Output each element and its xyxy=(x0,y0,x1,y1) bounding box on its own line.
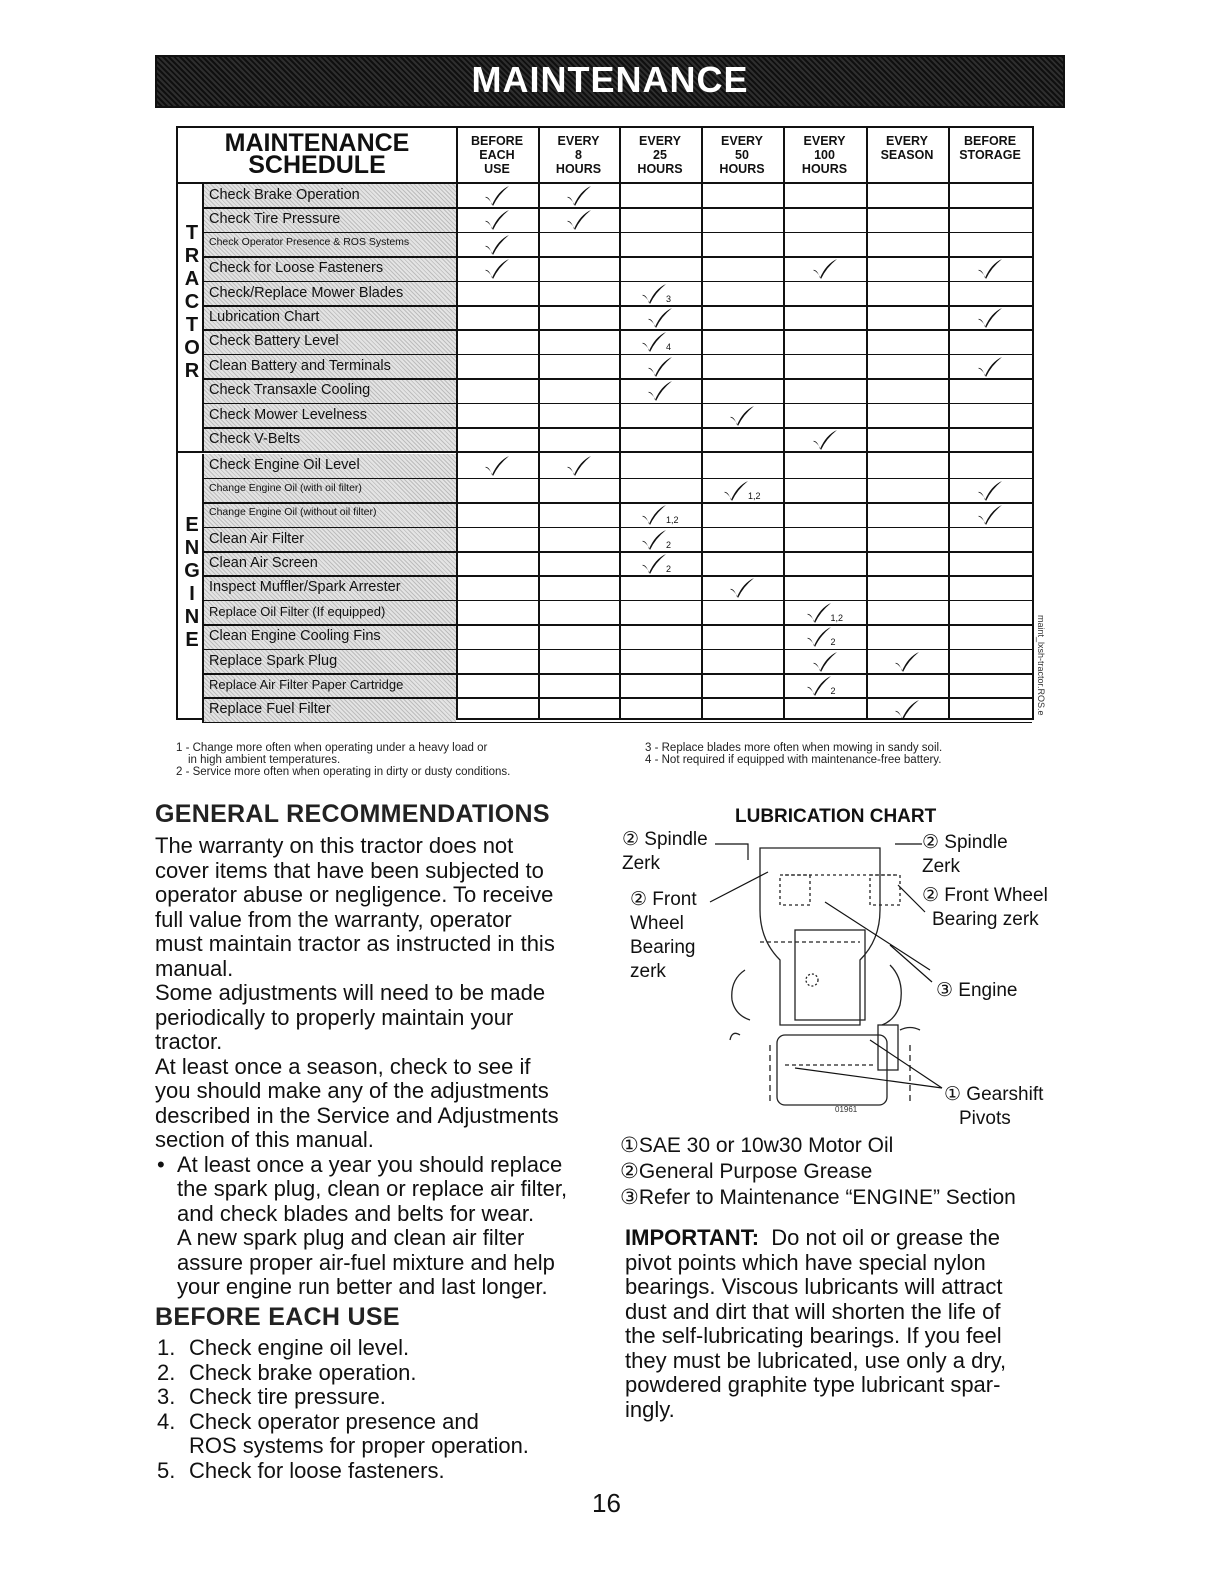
column-line xyxy=(538,128,540,718)
important-line: bearings. Viscous lubricants will attract xyxy=(625,1274,1003,1299)
label-spindle-right xyxy=(922,831,1008,879)
column-header xyxy=(456,134,538,176)
side-code: maint_lxsh-tractor.ROS.e xyxy=(1036,615,1046,716)
side-letter: E xyxy=(185,629,199,652)
footnotes-left xyxy=(176,742,510,778)
maintenance-banner xyxy=(155,55,1065,108)
label-gearshift-1: ① Gearshift xyxy=(944,1084,1044,1105)
row-label: Change Engine Oil (with oil filter) xyxy=(209,481,362,494)
check-mark-icon xyxy=(894,651,920,673)
checklist-item xyxy=(157,1459,597,1484)
paragraph-line: must maintain tractor as instructed in this xyxy=(155,931,555,956)
bullet-line xyxy=(155,1275,595,1300)
column-header xyxy=(538,134,619,176)
check-mark-icon xyxy=(641,504,667,526)
important-line: pivot points which have special nylon xyxy=(625,1249,986,1275)
check-mark-icon xyxy=(977,307,1003,329)
legend-motor-oil: ①SAE 30 or 10w30 Motor Oil xyxy=(620,1134,894,1157)
schedule-title-line2: SCHEDULE xyxy=(248,151,386,179)
column-header-line: 25 xyxy=(653,148,667,162)
column-line xyxy=(456,128,458,718)
check-footnote-ref: 1,2 xyxy=(666,515,679,526)
check-footnote-ref: 2 xyxy=(830,686,836,696)
check-mark-icon xyxy=(729,405,755,427)
row-line xyxy=(202,329,1032,331)
important-line: powdered graphite type lubricant spar- xyxy=(625,1372,1001,1397)
important-line: the self-lubricating bearings. If you feel xyxy=(625,1323,1002,1348)
check-mark-icon xyxy=(812,651,838,673)
item-number: 3. xyxy=(157,1384,176,1409)
side-letter: C xyxy=(184,291,200,313)
check-mark-icon xyxy=(641,283,667,305)
column-header xyxy=(948,134,1032,162)
check-mark-icon xyxy=(566,209,592,231)
column-header xyxy=(866,134,948,162)
check-mark-icon xyxy=(812,429,838,451)
paragraph-line: you should make any of the adjustments xyxy=(155,1078,549,1103)
row-line xyxy=(202,478,1032,480)
item-number: 4. xyxy=(157,1408,176,1434)
check-footnote-ref: 2 xyxy=(666,564,672,574)
important-note xyxy=(625,1226,1065,1422)
checklist-item xyxy=(157,1410,597,1435)
bullet-line xyxy=(155,1226,595,1251)
column-header-line: HOURS xyxy=(637,162,683,176)
check-mark-icon xyxy=(806,675,832,697)
row-label: Clean Air Screen xyxy=(209,555,318,571)
check-mark-icon xyxy=(894,699,920,721)
row-line xyxy=(202,281,1032,283)
row-label: Replace Oil Filter (If equipped) xyxy=(209,603,386,619)
row-line xyxy=(202,673,1032,675)
check-mark-icon xyxy=(641,529,667,551)
column-line xyxy=(783,128,785,718)
banner-title: MAINTENANCE xyxy=(471,59,749,100)
column-header xyxy=(783,134,866,176)
column-header xyxy=(619,134,701,176)
label-spindle-left xyxy=(622,828,708,876)
label-front-right-1: ② Front Wheel xyxy=(922,885,1048,906)
row-label: Clean Air Filter xyxy=(209,530,305,547)
side-letter: E xyxy=(185,514,199,537)
paragraph-line: The warranty on this tractor does not xyxy=(155,833,514,858)
column-line xyxy=(619,128,621,718)
legend-grease: ②General Purpose Grease xyxy=(620,1160,873,1183)
column-line xyxy=(701,128,703,718)
label-engine: ③ Engine xyxy=(936,980,1018,1001)
label-front-right-2: Bearing zerk xyxy=(932,909,1039,930)
bullet-line xyxy=(155,1202,595,1227)
important-line: ingly. xyxy=(625,1396,675,1422)
label-gearshift xyxy=(944,1083,1043,1131)
row-line xyxy=(202,232,1032,234)
row-line xyxy=(202,551,1032,553)
checklist-item xyxy=(157,1361,597,1386)
row-label: Check Transaxle Cooling xyxy=(209,382,371,399)
paragraph-line: At least once a season, check to see if xyxy=(155,1053,531,1079)
column-header-line: USE xyxy=(484,162,510,176)
bullet-text: your engine run better and last longer. xyxy=(177,1274,548,1299)
lubrication-legend xyxy=(620,1133,1016,1211)
row-line xyxy=(202,207,1032,209)
row-label: Check V-Belts xyxy=(209,431,301,447)
label-spindle-right-1: ② Spindle xyxy=(922,832,1008,853)
section-divider xyxy=(202,184,204,452)
check-footnote-ref: 4 xyxy=(666,342,672,353)
row-line xyxy=(202,403,1032,405)
column-header-line: 50 xyxy=(735,148,749,162)
footnote-1: 1 - Change more often when operating under a heavy load or xyxy=(176,742,488,754)
bullet-text: the spark plug, clean or replace air filter, xyxy=(177,1176,568,1201)
row-label: Replace Fuel Filter xyxy=(209,701,331,718)
check-mark-icon xyxy=(641,553,667,575)
check-mark-icon xyxy=(484,455,510,477)
paragraph-line: full value from the warranty, operator xyxy=(155,906,512,932)
row-line xyxy=(202,354,1032,356)
row-line xyxy=(202,600,1032,602)
row-label: Replace Spark Plug xyxy=(209,652,338,669)
row-label: Check Mower Levelness xyxy=(209,406,367,423)
check-mark-icon xyxy=(484,185,510,207)
column-line xyxy=(866,128,868,718)
item-text: Check for loose fasteners. xyxy=(189,1457,445,1483)
check-mark-icon xyxy=(647,380,673,402)
check-mark-icon xyxy=(977,258,1003,280)
important-line: dust and dirt that will shorten the life of xyxy=(625,1298,1001,1324)
footnote-1-cont: in high ambient temperatures. xyxy=(188,754,341,766)
item-number: 5. xyxy=(157,1457,176,1483)
bullet-text: A new spark plug and clean air filter xyxy=(177,1225,525,1250)
footnote-2: 2 - Service more often when operating in dirty or dusty conditions. xyxy=(176,766,511,778)
check-footnote-ref: 3 xyxy=(666,293,672,304)
section-separator xyxy=(178,451,1032,453)
check-footnote-ref: 1,2 xyxy=(830,612,844,623)
check-mark-icon xyxy=(806,602,832,624)
row-label: Clean Battery and Terminals xyxy=(209,357,391,374)
check-mark-icon xyxy=(977,504,1003,526)
column-header xyxy=(701,134,783,176)
important-first-line: Do not oil or grease the xyxy=(759,1225,1000,1250)
row-line xyxy=(202,527,1032,529)
bullet-text: and check blades and belts for wear. xyxy=(177,1200,535,1226)
column-header-line: EACH xyxy=(479,148,515,162)
label-front-left-4: zerk xyxy=(630,961,666,982)
paragraph-line: periodically to properly maintain your xyxy=(155,1004,514,1030)
paragraph-line: described in the Service and Adjustments xyxy=(155,1102,559,1128)
row-label: Check Operator Presence & ROS Systems xyxy=(209,235,410,248)
item-number: 2. xyxy=(157,1359,176,1385)
section-letters xyxy=(178,514,202,652)
before-each-use-list xyxy=(157,1336,597,1483)
general-recommendations-heading: GENERAL RECOMMENDATIONS xyxy=(155,800,550,828)
label-front-wheel-left xyxy=(630,888,697,984)
paragraph-line: Some adjustments will need to be made xyxy=(155,980,546,1005)
row-line xyxy=(202,378,1032,380)
row-line xyxy=(202,256,1032,258)
check-mark-icon xyxy=(977,356,1003,378)
row-label: Check Engine Oil Level xyxy=(209,457,360,474)
footnotes-right xyxy=(645,742,942,766)
side-letter: A xyxy=(184,268,200,290)
label-spindle-left-1: ② Spindle xyxy=(622,829,708,850)
column-header-line: 100 xyxy=(814,148,835,162)
check-mark-icon xyxy=(566,185,592,207)
check-mark-icon xyxy=(729,577,755,599)
side-letter: O xyxy=(184,337,200,359)
column-header-line: BEFORE xyxy=(470,134,524,148)
page-number: 16 xyxy=(592,1488,621,1518)
column-header-line: SEASON xyxy=(880,148,934,162)
column-header-line: EVERY xyxy=(557,134,600,148)
check-mark-icon xyxy=(977,480,1003,502)
label-gearshift-2: Pivots xyxy=(959,1108,1011,1129)
label-front-left-1: ② Front xyxy=(630,889,697,910)
column-header-line: EVERY xyxy=(721,134,763,148)
check-footnote-ref: 2 xyxy=(830,637,836,648)
checklist-item xyxy=(157,1336,597,1361)
side-letter: T xyxy=(185,314,199,336)
row-line xyxy=(202,305,1032,307)
row-line xyxy=(202,575,1032,577)
check-mark-icon xyxy=(647,356,673,378)
before-each-use-heading: BEFORE EACH USE xyxy=(155,1303,400,1331)
row-line xyxy=(202,722,1032,724)
row-label: Inspect Muffler/Spark Arrester xyxy=(209,579,401,596)
item-text: Check operator presence and xyxy=(189,1408,479,1434)
check-mark-icon xyxy=(723,480,749,502)
side-letter: N xyxy=(184,606,200,629)
paragraph-line: operator abuse or negligence. To receive xyxy=(155,882,554,907)
bullet-item xyxy=(155,1153,595,1178)
check-footnote-ref: 1,2 xyxy=(748,490,761,501)
paragraph-line: tractor. xyxy=(155,1029,223,1054)
side-letter: R xyxy=(184,245,200,267)
column-header-line: HOURS xyxy=(555,162,602,176)
item-text: ROS systems for proper operation. xyxy=(189,1433,529,1458)
row-label: Change Engine Oil (without oil filter) xyxy=(209,506,377,519)
footnote-3: 3 - Replace blades more often when mowing in sandy soil. xyxy=(645,742,943,754)
row-label: Check for Loose Fasteners xyxy=(209,260,384,277)
side-letter: R xyxy=(184,360,200,382)
paragraph-line: cover items that have been subjected to xyxy=(155,857,544,883)
row-label: Check Tire Pressure xyxy=(209,211,341,228)
check-mark-icon xyxy=(484,234,510,256)
row-line xyxy=(202,624,1032,626)
item-text: Check tire pressure. xyxy=(189,1384,386,1409)
bullet-icon: • xyxy=(157,1151,165,1177)
bullet-text: assure proper air-fuel mixture and help xyxy=(177,1249,555,1275)
schedule-title-line1: MAINTENANCE xyxy=(224,129,410,157)
important-label: IMPORTANT: xyxy=(625,1225,760,1250)
row-label: Clean Engine Cooling Fins xyxy=(209,628,381,645)
bullet-line xyxy=(155,1177,595,1202)
label-front-left-2: Wheel xyxy=(630,913,684,934)
column-header-line: HOURS xyxy=(801,162,848,176)
row-label: Lubrication Chart xyxy=(209,309,320,325)
maintenance-schedule-table xyxy=(176,126,1034,720)
row-line xyxy=(202,427,1032,429)
side-letter: N xyxy=(184,537,200,560)
label-spindle-right-2: Zerk xyxy=(922,856,960,877)
row-label: Replace Air Filter Paper Cartridge xyxy=(209,677,404,692)
column-header-line: 8 xyxy=(575,148,582,162)
column-header-line: BEFORE xyxy=(963,134,1017,148)
check-mark-icon xyxy=(641,331,667,353)
side-letter: I xyxy=(189,583,195,606)
checklist-item xyxy=(157,1385,597,1410)
check-mark-icon xyxy=(812,258,838,280)
column-header-line: HOURS xyxy=(719,162,765,176)
row-label: Check Brake Operation xyxy=(209,187,360,203)
important-line: they must be lubricated, use only a dry, xyxy=(625,1347,1007,1373)
section-divider xyxy=(202,454,204,722)
paragraph-line: manual. xyxy=(155,955,234,981)
column-line xyxy=(948,128,950,718)
check-mark-icon xyxy=(647,307,673,329)
general-recommendations-body xyxy=(155,834,595,1300)
label-front-left-3: Bearing xyxy=(630,937,696,958)
label-front-wheel-right xyxy=(922,884,1048,932)
check-mark-icon xyxy=(484,258,510,280)
column-header-line: EVERY xyxy=(886,134,928,148)
footnote-4: 4 - Not required if equipped with maintenance-free battery. xyxy=(645,754,942,766)
column-header-line: STORAGE xyxy=(959,148,1021,162)
item-text: Check engine oil level. xyxy=(189,1335,410,1360)
bullet-line xyxy=(155,1251,595,1276)
item-text: Check brake operation. xyxy=(189,1359,417,1385)
section-letters xyxy=(178,222,202,383)
check-mark-icon xyxy=(484,209,510,231)
column-header-line: EVERY xyxy=(803,134,846,148)
diagram-code: 01961 xyxy=(835,1105,858,1114)
side-letter: G xyxy=(184,560,200,583)
check-mark-icon xyxy=(806,626,832,648)
lubrication-chart-title: LUBRICATION CHART xyxy=(735,806,937,827)
column-header-line: EVERY xyxy=(639,134,681,148)
row-label: Check Battery Level xyxy=(209,333,339,350)
legend-engine-ref: ③Refer to Maintenance “ENGINE” Section xyxy=(620,1186,1016,1209)
row-label: Check/Replace Mower Blades xyxy=(209,284,404,301)
label-spindle-left-2: Zerk xyxy=(622,853,660,874)
check-mark-icon xyxy=(566,455,592,477)
checklist-item xyxy=(157,1434,597,1459)
schedule-title xyxy=(178,129,456,179)
bullet-text: At least once a year you should replace xyxy=(177,1151,563,1177)
row-line xyxy=(202,502,1032,504)
side-letter: T xyxy=(185,222,199,244)
check-footnote-ref: 2 xyxy=(666,539,672,550)
paragraph-line: section of this manual. xyxy=(155,1127,374,1152)
item-number: 1. xyxy=(157,1335,176,1360)
